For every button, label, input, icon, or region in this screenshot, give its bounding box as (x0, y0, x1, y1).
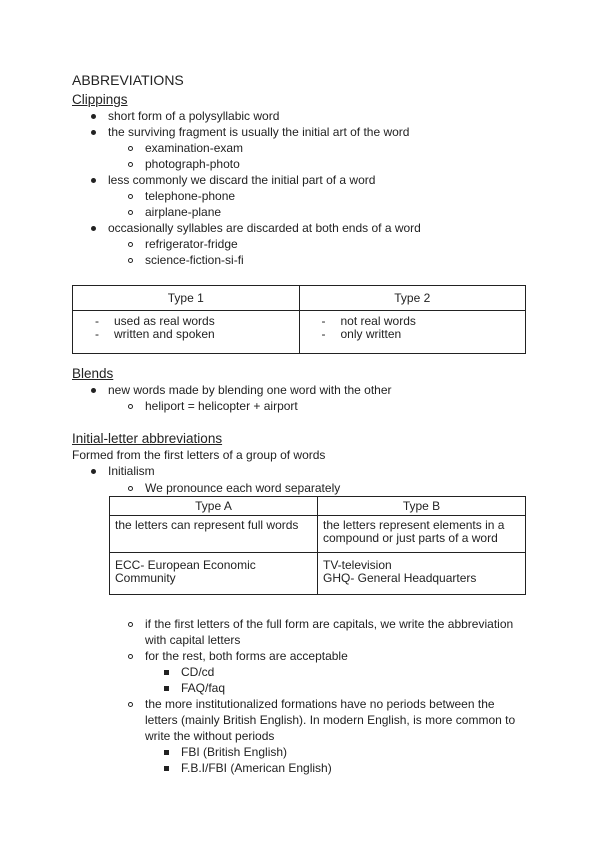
bullet-dot (91, 114, 96, 119)
table-cell (318, 516, 526, 553)
bullet-circle (128, 622, 133, 627)
dash-marker: - (321, 327, 326, 341)
dash-marker: - (95, 314, 99, 328)
list-item-continuation: with capital letters (145, 633, 241, 647)
bullet-square (164, 766, 169, 771)
type-a-header: Type A (110, 497, 318, 516)
bullet-square (164, 670, 169, 675)
dash-marker: - (321, 314, 326, 328)
type2-header: Type 2 (299, 286, 526, 311)
list-item-continuation: letters (mainly British English). In modern English, is more common to (145, 713, 516, 727)
initial-heading: Initial-letter abbreviations (72, 431, 223, 446)
list-item-continuation: write the without periods (145, 729, 275, 743)
bullet-circle (128, 258, 133, 263)
bullet-circle (128, 702, 133, 707)
bullet-circle (128, 242, 133, 247)
list-item: if the first letters of the full form are capitals, we write the abbreviation (145, 617, 514, 631)
list-item: less commonly we discard the initial part of a word (108, 173, 376, 187)
bullet-square (164, 750, 169, 755)
list-item: occasionally syllables are discarded at both ends of a word (108, 221, 421, 235)
bullet-dot (91, 130, 96, 135)
bullet-dot (91, 226, 96, 231)
list-item: We pronounce each word separately (145, 481, 341, 495)
list-item: heliport = helicopter + airport (145, 399, 298, 413)
page-title: ABBREVIATIONS (72, 72, 184, 88)
type1-header: Type 1 (73, 286, 300, 311)
bullet-circle (128, 210, 133, 215)
bullet-dot (91, 178, 96, 183)
item-text: written and spoken (114, 327, 215, 341)
list-item: for the rest, both forms are acceptable (145, 649, 348, 663)
cell-text: ECC- European Economic (115, 558, 256, 572)
list-item: refrigerator-fridge (145, 237, 238, 251)
item-text: used as real words (114, 314, 215, 328)
intro-text: Formed from the first letters of a group of words (72, 448, 326, 462)
cell-text: the letters can represent full words (115, 518, 299, 532)
type1-cell (73, 311, 300, 354)
type-table (72, 285, 526, 354)
bullet-square (164, 686, 169, 691)
initialism-table (109, 496, 526, 595)
cell-text: GHQ- General Headquarters (323, 571, 477, 585)
bullet-circle (128, 404, 133, 409)
item-text: only written (340, 327, 402, 341)
list-item: CD/cd (181, 665, 215, 679)
table-list-item (95, 328, 299, 341)
list-item: the surviving fragment is usually the initial art of the word (108, 125, 410, 139)
type2-cell (299, 311, 526, 354)
dash-marker: - (95, 327, 99, 341)
table-cell (110, 553, 318, 595)
list-item: new words made by blending one word with the other (108, 383, 392, 397)
table-cell (318, 553, 526, 595)
list-item: Initialism (108, 464, 155, 478)
cell-text: Community (115, 571, 176, 585)
cell-text: compound or just parts of a word (323, 531, 498, 545)
cell-text: TV-television (323, 558, 392, 572)
list-item: short form of a polysyllabic word (108, 109, 280, 123)
list-item: FBI (British English) (181, 745, 288, 759)
bullet-circle (128, 146, 133, 151)
bullet-dot (91, 388, 96, 393)
bullet-circle (128, 162, 133, 167)
list-item: telephone-phone (145, 189, 236, 203)
list-item: the more institutionalized formations have no periods between the (145, 697, 495, 711)
table-cell (110, 516, 318, 553)
cell-text: the letters represent elements in a (323, 518, 505, 532)
list-item: photograph-photo (145, 157, 240, 171)
bullet-circle (128, 654, 133, 659)
bullet-dot (91, 469, 96, 474)
blends-heading: Blends (72, 366, 114, 381)
list-item: science-fiction-si-fi (145, 253, 244, 267)
list-item: FAQ/faq (181, 681, 226, 695)
type-b-header: Type B (318, 497, 526, 516)
bullet-circle (128, 486, 133, 491)
item-text: not real words (340, 314, 416, 328)
bullet-circle (128, 194, 133, 199)
table-list-item (322, 328, 526, 341)
list-item: airplane-plane (145, 205, 222, 219)
list-item: F.B.I/FBI (American English) (181, 761, 332, 775)
list-item: examination-exam (145, 141, 244, 155)
clippings-heading: Clippings (72, 92, 128, 107)
